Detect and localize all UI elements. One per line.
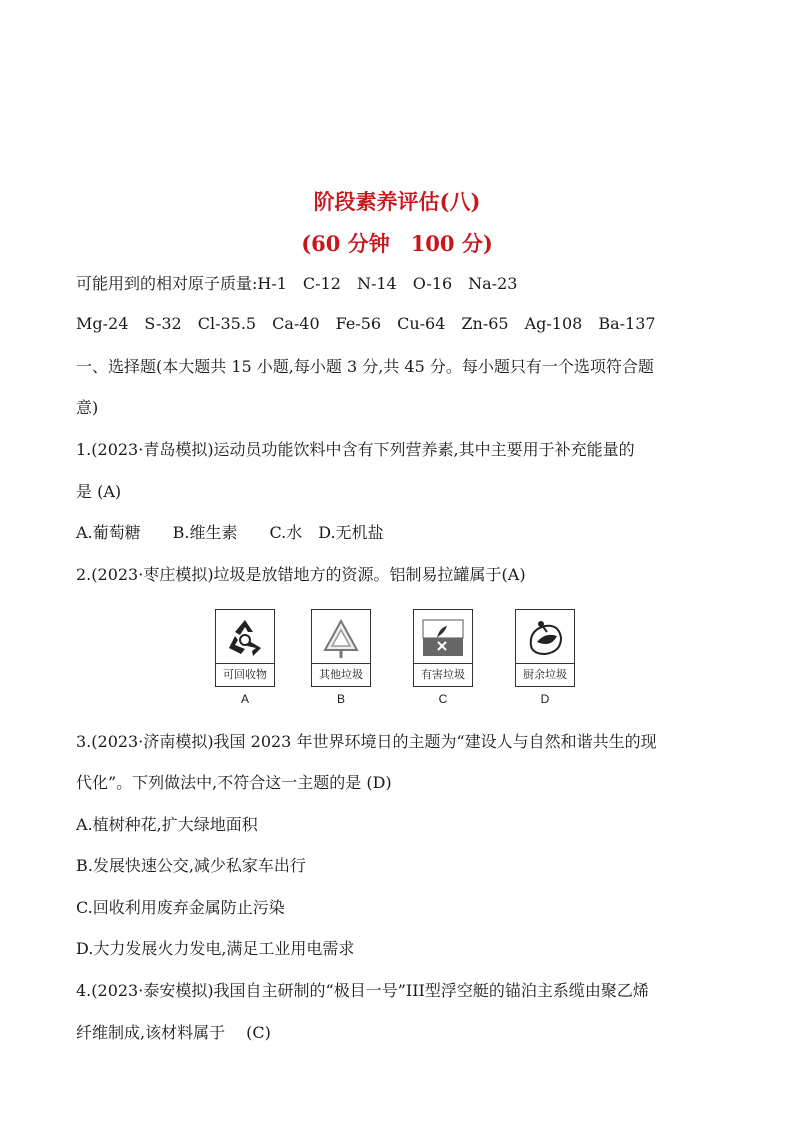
hazardous-waste-icon [421, 616, 465, 660]
q3-option-b: B.发展快速公交,减少私家车出行 [76, 856, 306, 875]
bin-hazardous [413, 609, 473, 687]
bin-other [311, 609, 371, 687]
q3-stem-line-2: 代化”。下列做法中,不符合这一主题的是 (D) [76, 773, 392, 792]
section-heading-line-2: 意) [76, 398, 99, 417]
page-subtitle: (60 分钟 100 分) [301, 231, 493, 256]
q1-options: A.葡萄糖 B.维生素 C.水 D.无机盐 [76, 523, 384, 542]
q4-stem-line-2: 纤维制成,该材料属于 (C) [76, 1023, 271, 1042]
bin-recyclable [215, 609, 275, 687]
q3-option-c: C.回收利用废弃金属防止污染 [76, 898, 285, 917]
q1-stem-line-2: 是 (A) [76, 482, 122, 501]
bin-letter: C [438, 692, 448, 706]
q3-stem-line-1: 3.(2023·济南模拟)我国 2023 年世界环境日的主题为“建设人与自然和谐共生的现 [76, 732, 657, 751]
bin-label: 其他垃圾 [312, 663, 370, 686]
kitchen-waste-icon [523, 616, 567, 660]
section-heading-line-1: 一、选择题(本大题共 15 小题,每小题 3 分,共 45 分。每小题只有一个选项符合题 [76, 357, 654, 376]
atomic-mass-line-2: Mg-24 S-32 Cl-35.5 Ca-40 Fe-56 Cu-64 Zn-65 Ag-108 Ba-137 [76, 314, 656, 333]
bin-label: 厨余垃圾 [516, 663, 574, 686]
bin-letter: A [240, 692, 249, 706]
recycle-icon [223, 616, 267, 660]
bin-label: 可回收物 [216, 663, 274, 686]
bin-letter: B [336, 692, 345, 706]
q3-option-d: D.大力发展火力发电,满足工业用电需求 [76, 939, 355, 958]
other-waste-icon [319, 616, 363, 660]
q4-stem-line-1: 4.(2023·泰安模拟)我国自主研制的“极目一号”III型浮空艇的锚泊主系缆由聚乙烯 [76, 981, 649, 1000]
bin-letter: D [540, 692, 550, 706]
atomic-mass-line-1: 可能用到的相对原子质量:H-1 C-12 N-14 O-16 Na-23 [76, 274, 518, 293]
bin-label: 有害垃圾 [414, 663, 472, 686]
q1-stem-line-1: 1.(2023·青岛模拟)运动员功能饮料中含有下列营养素,其中主要用于补充能量的 [76, 440, 635, 459]
page-title: 阶段素养评估(八) [313, 189, 481, 214]
waste-bin-images [0, 609, 794, 713]
q2-stem-line-1: 2.(2023·枣庄模拟)垃圾是放错地方的资源。铝制易拉罐属于(A) [76, 565, 526, 584]
bin-kitchen [515, 609, 575, 687]
q3-option-a: A.植树种花,扩大绿地面积 [76, 815, 258, 834]
